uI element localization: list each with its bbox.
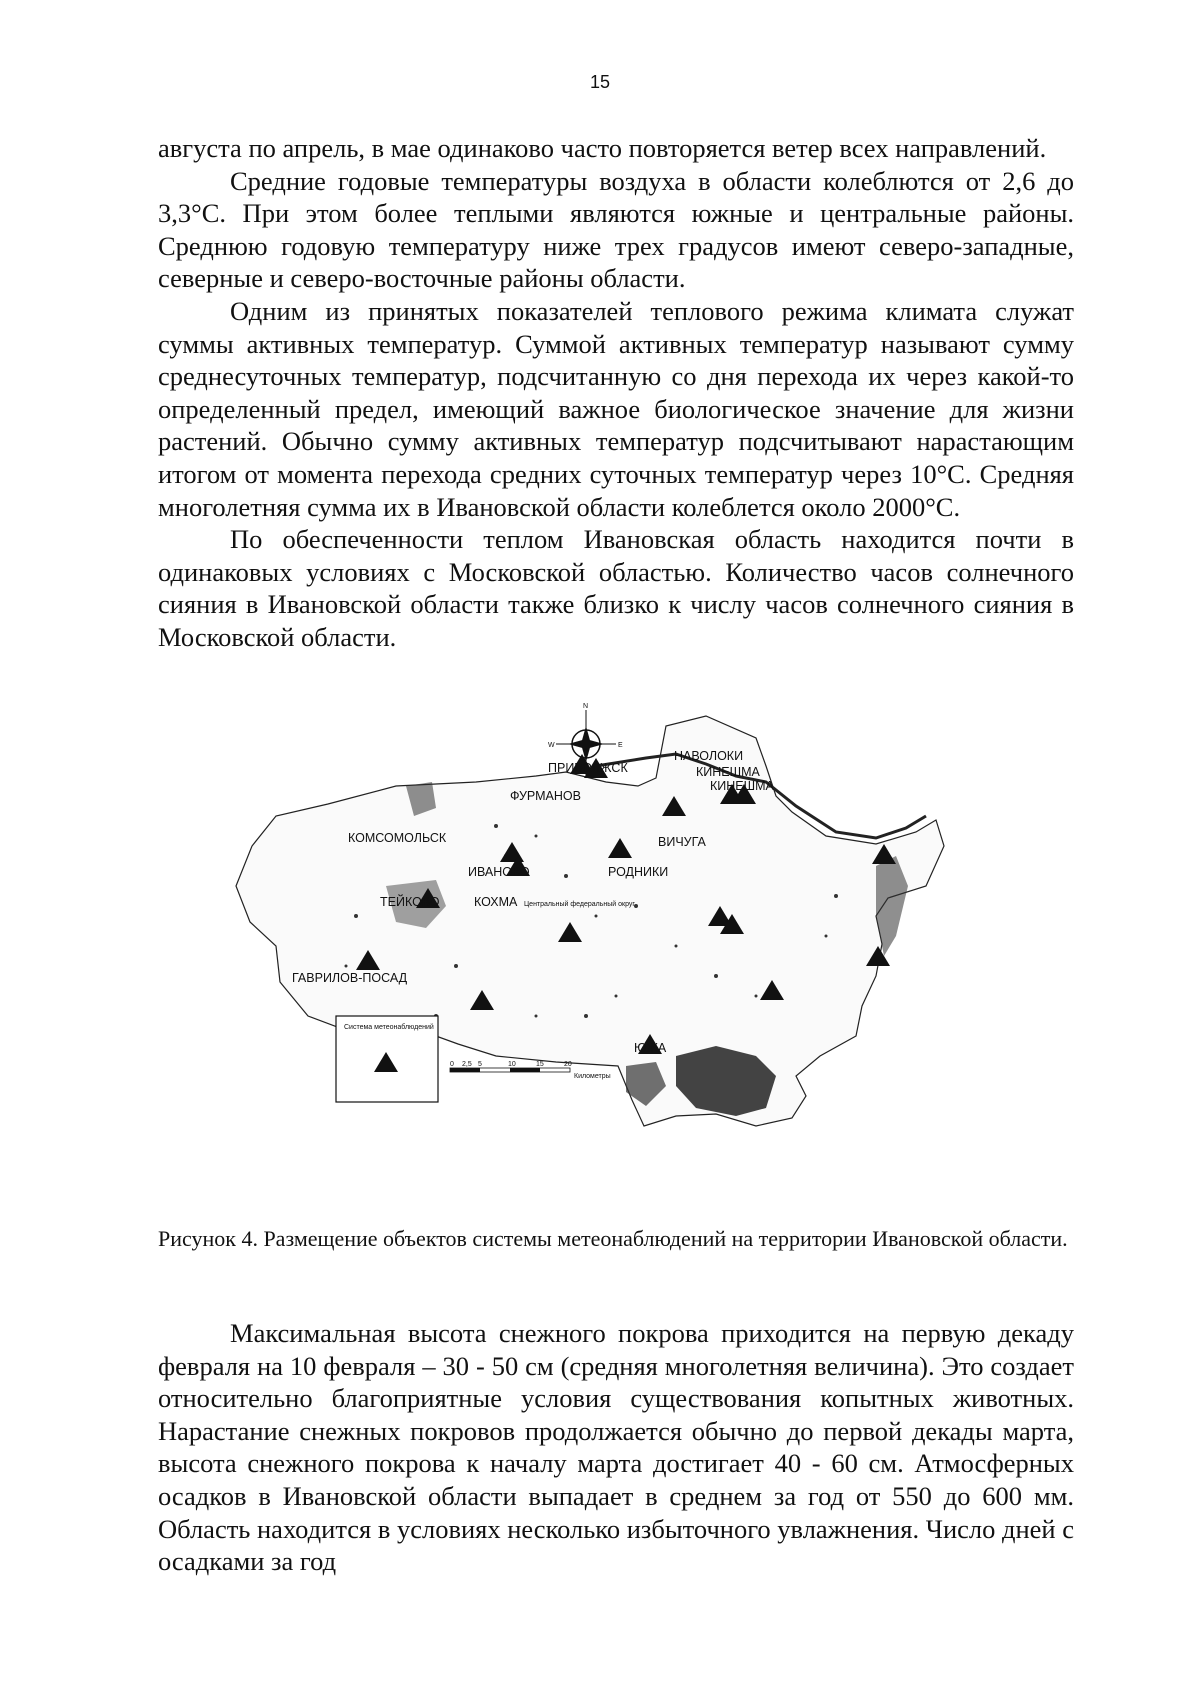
page-number: 15 bbox=[589, 72, 611, 92]
scale-tick: 2,5 bbox=[462, 1061, 472, 1068]
town-label: НАВОЛОКИ bbox=[674, 749, 744, 763]
town-label: ГАВРИЛОВ-ПОСАД bbox=[292, 971, 408, 985]
map-svg bbox=[236, 703, 1076, 1216]
town-label: КОХМА bbox=[474, 895, 518, 909]
town-label: ЮЖА bbox=[634, 1041, 667, 1055]
compass-e: E bbox=[618, 742, 623, 749]
legend-title: Система метеонаблюдений bbox=[344, 1024, 434, 1031]
scale-tick: 10 bbox=[508, 1061, 516, 1068]
scale-tick: 15 bbox=[536, 1061, 544, 1068]
compass-w: W bbox=[548, 742, 555, 749]
map-legend bbox=[336, 1016, 438, 1102]
town-label: КИНЕШМА bbox=[696, 765, 760, 779]
scale-tick: 20 bbox=[564, 1061, 572, 1068]
town-label: ТЕЙКОВО bbox=[380, 895, 440, 909]
town-label: ВИЧУГА bbox=[658, 835, 706, 849]
paragraph: Максимальная высота снежного покрова приходится на первую декаду февраля на 10 февраля – 30 - 50 см (средняя многолетняя величина). Это создает относительно благоприятные условия существования копытных животных. Нарастание снежных покровов продолжается обычно до первой декады марта, высота снежного покрова к началу марта достигает 40 - 60 см. Атмосферных осадков в Ивановской области выпадает в среднем за год от 550 до 600 мм. Область находится в условиях несколько избыточного увлажнения. Число дней с осадками за год bbox=[158, 1318, 1074, 1577]
compass-n: N bbox=[583, 703, 589, 710]
scale-tick: 0 bbox=[450, 1061, 454, 1068]
figure-caption: Рисунок 4. Размещение объектов системы метеонаблюдений на территории Ивановской области. bbox=[158, 1226, 1068, 1251]
district-label: Центральный федеральный округ bbox=[524, 901, 635, 908]
scale-tick: 5 bbox=[478, 1061, 482, 1068]
town-label: КИНЕШМА bbox=[710, 779, 774, 793]
paragraph: По обеспеченности теплом Ивановская область находится почти в одинаковых условиях с Московской областью. Количество часов солнечного сияния в Ивановской области также близко к числу часов солнечного сияния в Московской области. bbox=[158, 524, 1074, 652]
town-label: ИВАНОВО bbox=[468, 865, 530, 879]
town-label: ФУРМАНОВ bbox=[510, 789, 581, 803]
body-text-bottom bbox=[158, 1317, 1074, 1578]
paragraph: Средние годовые температуры воздуха в области колеблются от 2,6 до 3,3°С. При этом более теплыми являются южные и центральные районы. Среднюю годовую температуру ниже трех градусов имеют северо-западные, северные и северо-восточные районы области. bbox=[158, 165, 1074, 294]
town-label: ПРИВОЛЖСК bbox=[548, 761, 628, 775]
body-text-top bbox=[158, 132, 1074, 654]
map-figure bbox=[236, 703, 1076, 1216]
paragraph: Одним из принятых показателей теплового режима климата служат суммы активных температур. Суммой активных температур называют сумму среднесуточных температур, подсчитанную со дня перехода их через какой-то определенный предел, имеющий важное биологическое значение для жизни растений. Обычно сумму активных температур подсчитывают нарастающим итогом от момента перехода средних суточных температур через 10°С. Средняя многолетняя сумма их в Ивановской области колеблется около 2000°С. bbox=[158, 295, 1074, 522]
paragraph: августа по апрель, в мае одинаково часто повторяется ветер всех направлений. bbox=[158, 133, 1047, 163]
town-label: РОДНИКИ bbox=[608, 865, 669, 879]
scale-unit: Километры bbox=[574, 1073, 611, 1080]
town-label: КОМСОМОЛЬСК bbox=[348, 831, 447, 845]
